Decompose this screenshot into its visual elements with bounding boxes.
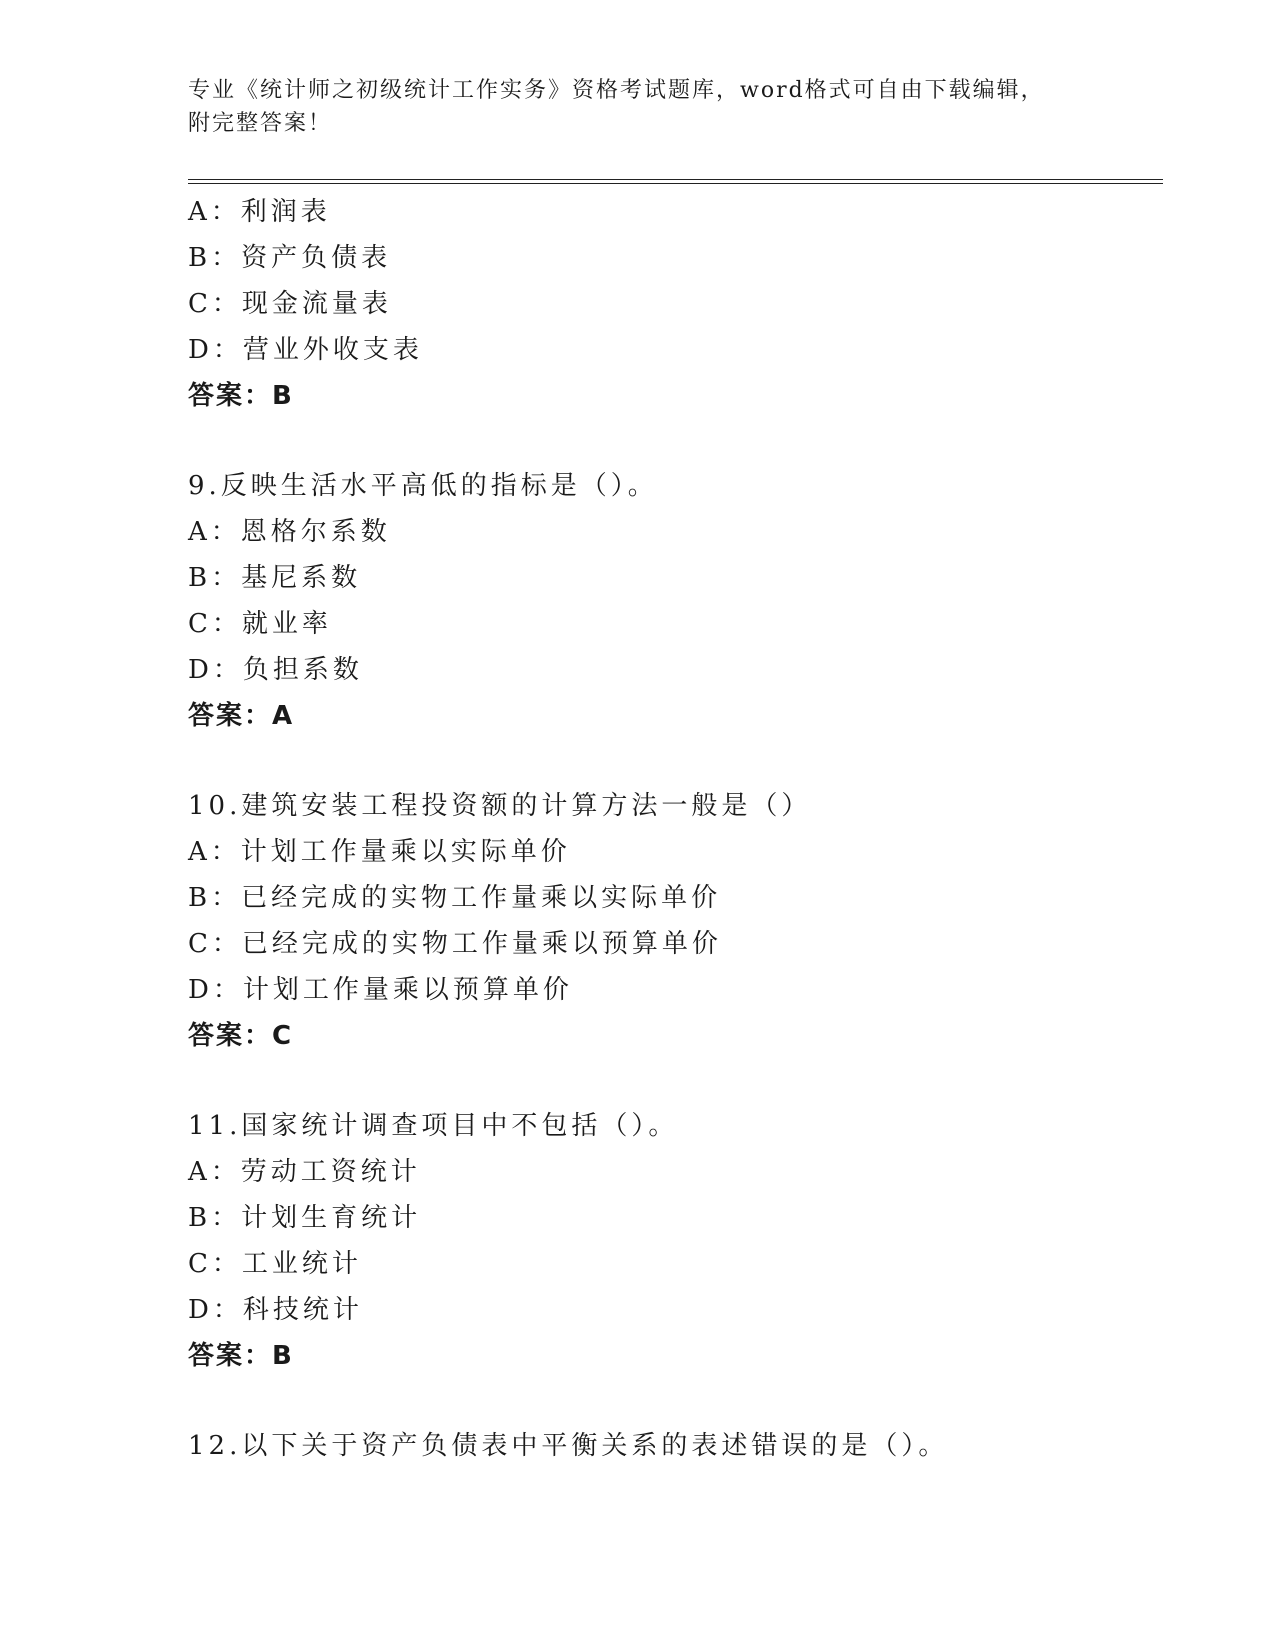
option-d: D：营业外收支表 — [188, 335, 423, 365]
option-c: C：就业率 — [188, 609, 332, 639]
option-a: A：恩格尔系数 — [188, 517, 391, 547]
header-line-1: 专业《统计师之初级统计工作实务》资格考试题库，word格式可自由下载编辑， — [188, 78, 1045, 103]
spacer — [188, 419, 1163, 463]
option-a: A：利润表 — [188, 197, 331, 227]
option-a: A：计划工作量乘以实际单价 — [188, 837, 571, 867]
option-b: B：资产负债表 — [188, 243, 392, 273]
page-header — [188, 74, 1088, 140]
header-line-2: 附完整答案！ — [188, 111, 333, 136]
option-c: C：现金流量表 — [188, 289, 392, 319]
option-c: C：工业统计 — [188, 1249, 362, 1279]
option-b: B：计划生育统计 — [188, 1203, 422, 1233]
question-stem: 9.反映生活水平高低的指标是（）。 — [188, 471, 658, 501]
option-d: D：科技统计 — [188, 1295, 363, 1325]
option-d: D：负担系数 — [188, 655, 363, 685]
spacer — [188, 739, 1163, 783]
question-10 — [188, 783, 1163, 1059]
question-9 — [188, 463, 1163, 739]
question-11 — [188, 1103, 1163, 1379]
spacer — [188, 1059, 1163, 1103]
spacer — [188, 1379, 1163, 1423]
question-8 — [188, 189, 1163, 419]
question-list — [188, 189, 1163, 1469]
option-c: C：已经完成的实物工作量乘以预算单价 — [188, 929, 722, 959]
question-stem: 10.建筑安装工程投资额的计算方法一般是（） — [188, 791, 812, 821]
answer-line: 答案：B — [188, 381, 294, 411]
option-b: B：已经完成的实物工作量乘以实际单价 — [188, 883, 722, 913]
option-b: B：基尼系数 — [188, 563, 362, 593]
answer-line: 答案：B — [188, 1341, 294, 1371]
question-stem: 11.国家统计调查项目中不包括（）。 — [188, 1111, 679, 1141]
answer-line: 答案：C — [188, 1021, 294, 1051]
question-12 — [188, 1423, 1163, 1469]
header-double-rule — [188, 179, 1163, 184]
option-d: D：计划工作量乘以预算单价 — [188, 975, 573, 1005]
answer-line: 答案：A — [188, 701, 295, 731]
option-a: A：劳动工资统计 — [188, 1157, 421, 1187]
question-stem: 12.以下关于资产负债表中平衡关系的表述错误的是（）。 — [188, 1431, 949, 1461]
